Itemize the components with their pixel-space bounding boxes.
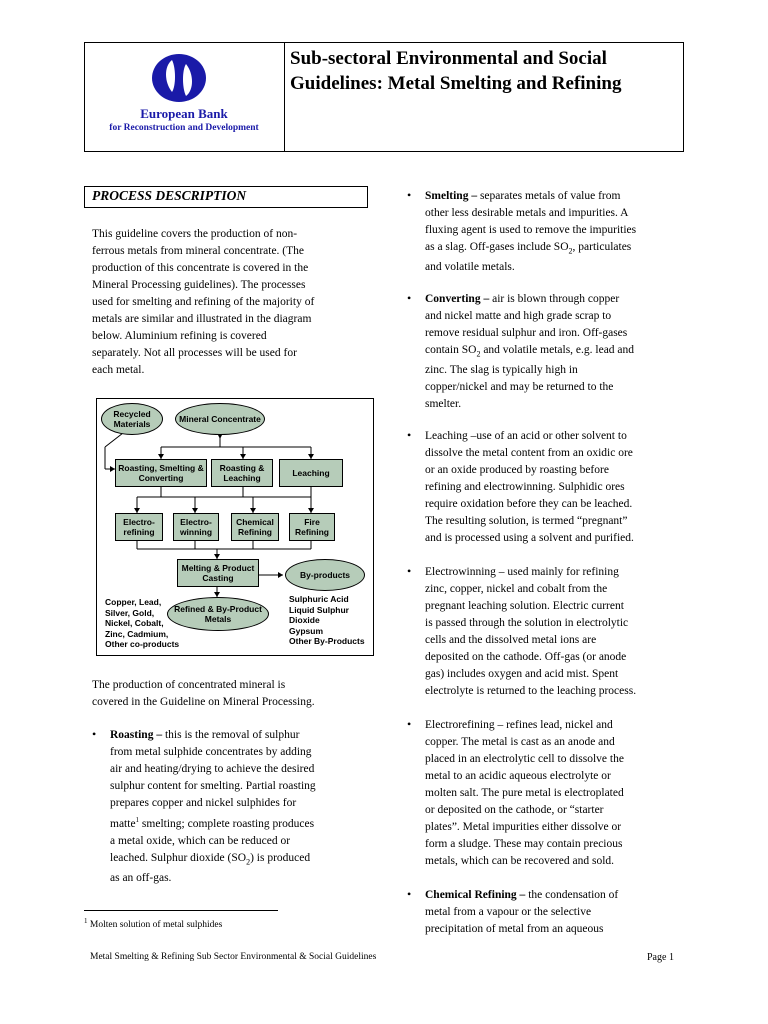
converting-bullet (425, 291, 690, 413)
chemical-refining-node: Chemical Refining (231, 513, 279, 541)
intro-line: each metal. (92, 364, 145, 376)
bank-subtitle: for Reconstruction and Development (109, 123, 259, 133)
bullet-line: Electrorefining – refines lead, nickel and (425, 719, 613, 731)
bullet-line: plates”. Metal impurities either dissolve or (425, 821, 622, 833)
subscript: 2 (568, 246, 573, 256)
process-diagram (96, 398, 374, 656)
bullet-icon: • (407, 564, 412, 578)
document-title: Sub-sectoral Environmental and Social Guidelines: Metal Smelting and Refining (290, 48, 622, 94)
intro-line: used for smelting and refining of the majority of (92, 296, 315, 308)
smelting-bullet (425, 188, 690, 276)
byproducts-list-item: Other By-Products (289, 636, 365, 646)
electrowinning-bullet (425, 564, 690, 700)
subscript: 2 (246, 857, 251, 867)
bullet-icon: • (407, 887, 412, 901)
metals-list-item: Nickel, Cobalt, (105, 618, 164, 628)
bullet-line: leached. Sulphur dioxide (SO (110, 851, 247, 864)
paragraph-line: covered in the Guideline on Mineral Processing. (92, 696, 315, 708)
bullet-line: remove residual sulphur and iron. Off-gases (425, 327, 628, 339)
bullet-line: air is blown through copper (492, 293, 620, 305)
bullet-line: electrolyte is returned to the leaching process. (425, 685, 637, 697)
bullet-line: and is processed using a solvent and purified. (425, 532, 634, 544)
intro-line: ferrous metals from mineral concentrate. (The (92, 245, 305, 257)
bullet-line: Electrowinning – used mainly for refining (425, 566, 619, 578)
bullet-line: pregnant leaching solution. Electric current (425, 600, 624, 612)
bullet-line: from metal sulphide concentrates by adding (110, 746, 312, 758)
bullet-line: contain SO (425, 344, 477, 356)
bullet-line: air and heating/drying to achieve the desired (110, 763, 315, 775)
header-divider (284, 42, 285, 152)
bullet-line: smelting; complete roasting produces (141, 817, 315, 830)
bullet-line: the condensation of (528, 889, 619, 901)
bullet-line: placed in an electrolytic cell to dissolve the (425, 753, 624, 765)
bullet-line: or an oxide produced by roasting before (425, 464, 609, 476)
bullet-line: metal to an acidic aqueous electrolyte or (425, 770, 611, 782)
bullet-line: as an off-gas. (110, 872, 172, 885)
bullet-line: molten salt. The pure metal is electroplated (425, 787, 624, 799)
bullet-line: zinc, copper, nickel and cobalt from the (425, 583, 608, 595)
leaching-bullet (425, 428, 690, 547)
footer-title: Metal Smelting & Refining Sub Sector Environmental & Social Guidelines (90, 952, 377, 962)
bullet-line: fluxing agent is used to remove the impurities (425, 224, 637, 236)
intro-line: separately. Not all processes will be used for (92, 347, 297, 359)
bullet-line: zinc. The slag is typically high in (425, 364, 578, 377)
roasting-leaching-node: Roasting & Leaching (211, 459, 273, 487)
metals-list-item: Zinc, Cadmium, (105, 628, 169, 639)
bullet-line: , particulates (572, 241, 632, 253)
intro-line: metals are similar and illustrated in the diagram (92, 313, 312, 325)
bullet-icon: • (407, 428, 412, 442)
intro-paragraph (92, 226, 372, 379)
electrorefining-node: Electro-refining (115, 513, 163, 541)
bullet-line: separates metals of value from (479, 190, 621, 202)
leaching-node: Leaching (279, 459, 343, 487)
bullet-line: other less desirable metals and impurities. A (425, 207, 629, 219)
bullet-line: precipitation of metal from an aqueous (425, 923, 604, 935)
bullet-line: or deposited on the cathode, or “starter (425, 804, 604, 816)
ebrd-logo-icon (150, 52, 208, 104)
bank-name: European Bank (140, 106, 228, 121)
intro-line: below. Aluminium refining is covered (92, 330, 267, 342)
refined-metals-node: Refined & By-Product Metals (167, 597, 269, 631)
bullet-line: a metal oxide, which can be reduced or (110, 834, 291, 847)
metals-list (105, 597, 179, 650)
subscript: 2 (476, 349, 481, 359)
bullet-line: is passed through the solution in electrolytic (425, 617, 629, 629)
bullet-icon: • (407, 291, 412, 305)
melting-casting-node: Melting & Product Casting (177, 559, 259, 587)
bullet-line: require oxidation before they can be leached. (425, 498, 633, 510)
chemical-refining-bullet (425, 887, 690, 938)
mineral-processing-paragraph (92, 677, 372, 711)
paragraph-line: The production of concentrated mineral is (92, 679, 286, 691)
chemical-term: Chemical Refining – (425, 889, 526, 901)
roasting-term: Roasting – (110, 729, 163, 741)
bullet-line: metal from a vapour or the selective (425, 906, 592, 918)
smelting-term: Smelting – (425, 190, 478, 202)
bullet-line: The resulting solution, is termed “pregnant” (425, 515, 628, 527)
bullet-line: this is the removal of sulphur (164, 729, 300, 741)
footnote-divider (84, 910, 278, 911)
fire-refining-node: Fire Refining (289, 513, 335, 541)
roasting-smelting-node: Roasting, Smelting & Converting (115, 459, 207, 487)
electrorefining-bullet (425, 717, 690, 870)
bullet-line: sulphur content for smelting. Partial roasting (110, 780, 316, 792)
footnote (84, 917, 222, 930)
matte-word: matte (110, 817, 136, 830)
metals-list-item: Silver, Gold, (105, 607, 155, 618)
converting-term: Converting – (425, 293, 490, 305)
bullet-line: prepares copper and nickel sulphides for (110, 797, 297, 809)
bullet-line: metals, which can be recovered and sold. (425, 855, 615, 867)
bullet-line: dissolve the metal content from an oxidic ore (425, 447, 633, 459)
byproducts-list-item: Gypsum (289, 625, 324, 636)
bullet-line: form a sludge. These may contain precious (425, 838, 623, 850)
intro-line: production of this concentrate is covered in the (92, 262, 309, 274)
byproducts-node: By-products (285, 559, 365, 591)
roasting-bullet (110, 727, 372, 887)
metals-list-item: Other co-products (105, 639, 180, 649)
bullet-icon: • (92, 727, 97, 741)
section-title: PROCESS DESCRIPTION (92, 188, 247, 203)
mineral-concentrate-node: Mineral Concentrate (175, 403, 265, 435)
bullet-line: Leaching –use of an acid or other solvent to (425, 430, 627, 442)
byproducts-list-item: Dioxide (289, 615, 320, 625)
bullet-line: deposited on the cathode. Off-gas (or anode (425, 651, 627, 663)
footnote-text: Molten solution of metal sulphides (89, 920, 223, 931)
byproducts-list-item: Sulphuric Acid (289, 594, 349, 604)
bullet-line: copper. The metal is cast as an anode and (425, 736, 615, 748)
bullet-line: copper/nickel and may be returned to the (425, 381, 614, 394)
byproducts-list-item: Liquid Sulphur (289, 604, 349, 615)
bullet-line: refining and electrowinning. Sulphidic ores (425, 481, 625, 493)
bullet-icon: • (407, 188, 412, 202)
metals-list-item: Copper, Lead, (105, 597, 162, 607)
intro-line: This guideline covers the production of non- (92, 228, 298, 240)
recycled-materials-node: Recycled Materials (101, 403, 163, 435)
footnote-mark: 1 (84, 917, 88, 925)
byproducts-list (289, 594, 365, 647)
bullet-line: and volatile metals, e.g. lead and (480, 344, 635, 356)
bullet-line: as a slag. Off-gases include SO (425, 241, 569, 253)
bullet-line: and volatile metals. (425, 261, 515, 274)
footnote-mark: 1 (135, 816, 140, 824)
bullet-icon: • (407, 717, 412, 731)
bullet-line: smelter. (425, 398, 462, 411)
page-number: Page 1 (647, 952, 674, 963)
bullet-line: cells and the dissolved metal ions are (425, 634, 597, 646)
bullet-line: and nickel matte and high grade scrap to (425, 310, 612, 322)
bullet-line: ) is produced (250, 851, 311, 864)
electrowinning-node: Electro-winning (173, 513, 219, 541)
intro-line: Mineral Processing guidelines). The processes (92, 279, 306, 291)
bullet-line: gas) includes oxygen and acid mist. Spent (425, 668, 619, 680)
